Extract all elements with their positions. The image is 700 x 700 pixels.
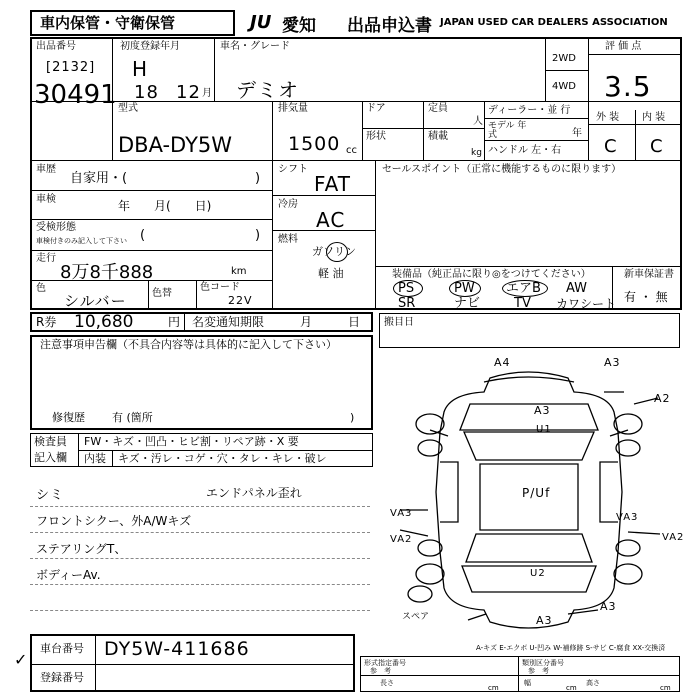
repair-label: 修復歴 xyxy=(52,411,85,424)
mark-va2-right: VA2 xyxy=(662,532,685,543)
mark-va2-left: VA2 xyxy=(390,534,413,545)
checker-row-2-label: 内装 xyxy=(84,452,106,465)
pw-circle xyxy=(449,280,481,297)
repair-value: 有 (箇所 xyxy=(112,411,153,424)
grade-label: 評 価 点 xyxy=(605,41,642,52)
mileage-value: 8万8千888 xyxy=(60,262,154,283)
equipment-pw: PW xyxy=(454,281,475,296)
inspector-note-4: ステアリングT、 xyxy=(36,542,127,556)
height-unit: cm xyxy=(660,684,671,692)
chassis-value: DY5W-411686 xyxy=(104,638,250,660)
warranty-label: 新車保証書 xyxy=(624,269,674,280)
height-label: 高さ xyxy=(586,679,600,687)
history-label: 車歴 xyxy=(36,164,56,175)
mark-a4: A4 xyxy=(494,356,511,369)
handle-label: ハンドル 左・右 xyxy=(488,145,562,156)
reg-deadline-label: 名変通知期限 xyxy=(192,315,265,329)
displacement-label: 排気量 xyxy=(278,103,308,114)
lot-sub-number: [2132] xyxy=(46,60,96,75)
notes-label: 注意事項申告欄（不具合内容等は具体的に記入して下さい） xyxy=(40,338,337,351)
ref-label-1: 参 考 xyxy=(370,667,391,675)
interior-label: 内 装 xyxy=(642,112,666,123)
chassis-label: 車台番号 xyxy=(40,642,84,655)
mark-puf: P/Uf xyxy=(522,486,551,500)
shift-value: FAT xyxy=(314,172,352,196)
mileage-label: 走行 xyxy=(36,253,56,264)
interior-value: C xyxy=(650,136,664,157)
equipment-airbag: エアB xyxy=(506,281,541,296)
ac-label: 冷房 xyxy=(278,199,298,210)
mark-u2: U2 xyxy=(530,568,546,579)
damage-legend: A-キズ E-エクボ U-凹み W-補修跡 S-サビ C-腐食 XX-交換済 xyxy=(476,644,666,652)
checker-label-1: 検査員 xyxy=(34,435,67,448)
inspector-note-1: シミ xyxy=(36,488,65,503)
spare-label: スペア xyxy=(402,612,430,622)
fuel-label: 燃料 xyxy=(278,234,298,245)
equipment-label: 装備品（純正品に限り◎をつけてください） xyxy=(392,269,591,280)
model-year-label: モデル 年式 xyxy=(488,121,527,140)
lot-label: 出品番号 xyxy=(36,41,76,52)
warranty-value: 有 ・ 無 xyxy=(624,290,668,304)
equipment-ps: PS xyxy=(398,281,415,296)
month-unit: 月 xyxy=(202,88,212,99)
fuel-gasoline: ガソリン xyxy=(312,245,356,258)
mark-a3-rear-left: A3 xyxy=(536,614,553,627)
width-unit: cm xyxy=(566,684,577,692)
fuel-circle xyxy=(326,242,348,262)
equipment-tv: TV xyxy=(514,296,531,311)
history-close: ) xyxy=(255,171,261,186)
goods-day-label: 搬目日 xyxy=(384,317,414,328)
color-change-label: 色替 xyxy=(152,288,172,299)
car-name-value: デミオ xyxy=(236,78,299,102)
inspector-note-3: フロントシクー、外A/Wキズ xyxy=(36,514,192,528)
recycle-unit: 円 xyxy=(168,315,181,329)
shift-label: シフト xyxy=(278,164,308,175)
plate-label: 登録番号 xyxy=(40,671,84,684)
mark-va3-right: VA3 xyxy=(616,512,639,523)
mark-va3-left: VA3 xyxy=(390,508,413,519)
car-name-label: 車名・グレード xyxy=(220,41,290,52)
registration-month: 12 xyxy=(176,82,201,103)
lot-number: 30491 xyxy=(34,80,117,110)
load-unit: kg xyxy=(471,148,482,158)
check-mark: ✓ xyxy=(14,650,29,669)
repair-close: ) xyxy=(350,411,355,424)
grade-value: 3.5 xyxy=(604,70,652,103)
inspector-note-5: ボディーAv. xyxy=(36,568,101,582)
history-value: 自家用・( xyxy=(70,171,128,186)
inspector-note-2: エンドパネル歪れ xyxy=(206,486,302,500)
mileage-unit: km xyxy=(231,266,247,277)
inspection-type-label: 受検形態 xyxy=(36,222,76,233)
drive-4wd: 4WD xyxy=(552,81,576,92)
color-label: 色 xyxy=(36,283,46,294)
length-label: 長さ xyxy=(380,679,394,687)
capacity-label: 定員 xyxy=(428,103,448,114)
year-unit: 年 xyxy=(572,128,582,139)
shape-label: 形状 xyxy=(366,131,386,142)
registration-year: 18 xyxy=(134,82,159,103)
class-no-label: 類別区分番号 xyxy=(522,659,564,667)
drive-2wd: 2WD xyxy=(552,53,576,64)
association-name: JAPAN USED CAR DEALERS ASSOCIATION xyxy=(440,17,668,28)
model-label: 型式 xyxy=(118,103,138,114)
sales-point-label: セールスポイント（正常に機能するものに限ります） xyxy=(382,164,622,175)
door-label: ドア xyxy=(366,103,386,114)
shape-no-label: 形式指定番号 xyxy=(364,659,406,667)
mark-a3-rear-right: A3 xyxy=(600,600,617,613)
equipment-sr: SR xyxy=(398,296,416,311)
displacement-value: 1500 xyxy=(288,133,341,155)
form-title: 出品申込書 xyxy=(347,16,432,36)
displacement-unit: cc xyxy=(346,145,357,156)
checker-label-2: 記入欄 xyxy=(34,451,67,464)
goods-day-frame xyxy=(379,313,680,348)
registration-label: 初度登録年月 xyxy=(120,41,180,52)
inspection-type-close: ) xyxy=(255,228,261,243)
color-code-label: 色コード xyxy=(200,282,240,293)
ref-label-2: 参 考 xyxy=(528,667,549,675)
exterior-label: 外 装 xyxy=(596,112,620,123)
ju-logo: JU xyxy=(250,12,272,33)
ac-value: AC xyxy=(316,208,346,232)
mark-a2: A2 xyxy=(654,392,671,405)
width-label: 幅 xyxy=(524,679,531,687)
inspection-type-open: ( xyxy=(140,228,146,243)
mark-a3-mid: A3 xyxy=(534,404,551,417)
airbag-circle xyxy=(502,280,548,297)
capacity-unit: 人 xyxy=(473,116,483,127)
equipment-leather-seat: カワシート xyxy=(556,297,617,311)
model-value: DBA-DY5W xyxy=(118,133,233,157)
ps-circle xyxy=(393,280,423,297)
mark-u1: U1 xyxy=(536,424,552,435)
reg-deadline-text: 月 日 xyxy=(300,315,361,329)
inspection-type-note: 車検付きのみ記入して下さい xyxy=(36,237,127,245)
load-label: 積載 xyxy=(428,131,448,142)
checker-row-1: FW・キズ・凹凸・ヒビ割・リペア跡・X 要 xyxy=(84,435,299,448)
mark-a3-top: A3 xyxy=(604,356,621,369)
equipment-navi: ナビ xyxy=(454,296,481,311)
equipment-aw: AW xyxy=(566,281,588,296)
registration-era: H xyxy=(132,57,149,81)
dealer-label: ディーラー・並 行 xyxy=(488,105,571,116)
storage-title: 車内保管・守衛保管 xyxy=(40,14,176,32)
logo-text: 愛知 xyxy=(282,16,316,36)
exterior-value: C xyxy=(604,136,618,157)
length-unit: cm xyxy=(488,684,499,692)
inspection-label: 車検 xyxy=(36,194,56,205)
inspection-text: 年 月( 日) xyxy=(118,199,212,213)
recycle-value: 10,680 xyxy=(74,312,134,332)
fuel-diesel: 軽 油 xyxy=(318,267,344,280)
spec-ref-frame xyxy=(360,656,680,692)
color-value: シルバー xyxy=(64,292,127,310)
checker-row-2: キズ・汚レ・コゲ・穴・タレ・キレ・破レ xyxy=(118,452,327,465)
color-code-value: 22V xyxy=(228,294,253,307)
recycle-label: R券 xyxy=(36,315,57,329)
